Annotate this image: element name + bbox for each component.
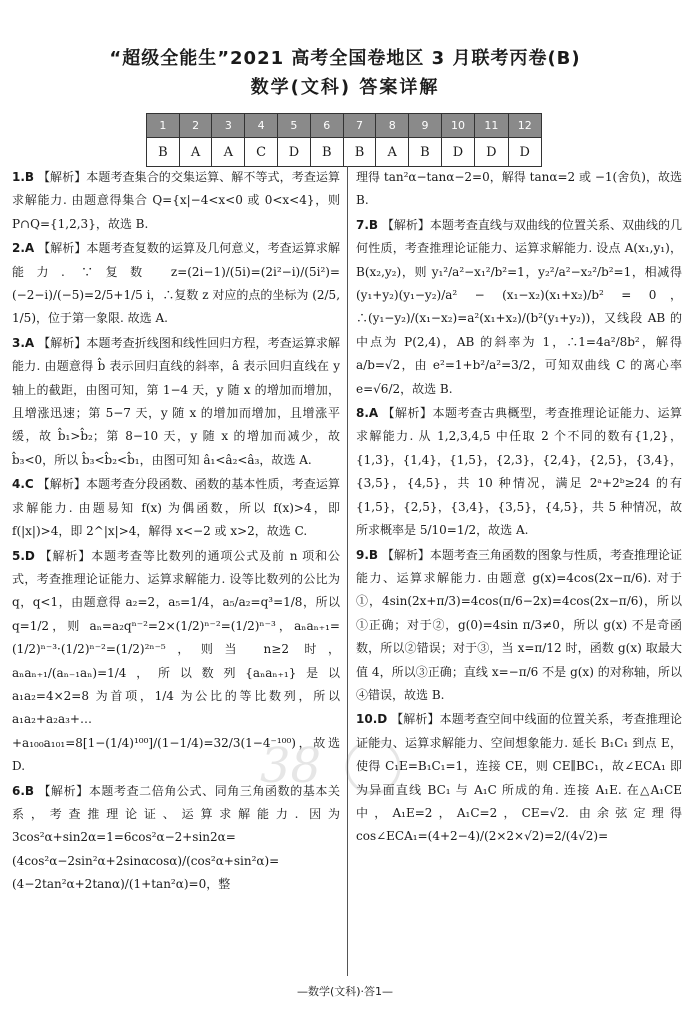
solution-text: 【解析】本题考查三角函数的图象与性质，考查推理论证能力、运算求解能力. 由题意 g(x)=4cos(2x−π/6). 对于①，4sin(2x+π/3)=4cos(π/6−2x)=4cos(2x−π/6)，所以①正确；对于②，g(0)=4sin π/3≠0，所以 g(x) 不是奇函数，所以②错误；对于③，当 x=π/12 时，函数 g(x) 取最大值 4，所以③正确；直线 x=−π/6 不是 g(x) 的对称轴，所以④错误，故选 B. xyxy=(356,547,682,702)
question-number: 5.D xyxy=(12,548,35,563)
answer-letter-cell: A xyxy=(376,138,409,167)
answer-letter-cell: A xyxy=(212,138,245,167)
solution-text: 【解析】本题考查集合的交集运算、解不等式，考查运算求解能力. 由题意得集合 Q={x|−4<x<0 或 0<x<4}，则 P∩Q={1,2,3}，故选 B. xyxy=(12,170,340,231)
answer-letter-cell: B xyxy=(409,138,442,167)
answer-number-cell: 5 xyxy=(277,114,310,138)
answer-table-numbers xyxy=(147,114,542,138)
answer-number-cell: 2 xyxy=(179,114,212,138)
answer-number-cell: 3 xyxy=(212,114,245,138)
answer-letter-cell: B xyxy=(147,138,180,167)
page-footer: —数学(文科)·答1— xyxy=(296,985,394,998)
answer-letter-cell: B xyxy=(343,138,376,167)
solution-item xyxy=(12,332,340,472)
solution-item xyxy=(356,544,682,708)
question-number: 9.B xyxy=(356,547,379,562)
watermark-logo xyxy=(255,732,405,802)
svg-text:38: 38 xyxy=(260,738,322,794)
answer-number-cell: 7 xyxy=(343,114,376,138)
question-number: 2.A xyxy=(12,241,35,256)
answer-number-cell: 1 xyxy=(147,114,180,138)
question-number: 8.A xyxy=(356,406,379,421)
solution-text: 【解析】本题考查折线图和线性回归方程，考查运算求解能力. 由题意得 b̂ 表示回归直线的斜率，â 表示回归直线在 y 轴上的截距，由图可知，第 1−4 天，y 随 x 的增加而增加，且增涨迅速；第 5−7 天，y 随 x 的增加而增加，且增涨平缓，故 b̂₁>b̂₂；第 8−10 天，y 随 x 的增加而减少，故 b̂₃<0，所以 b̂₃<b̂₂<b̂₁，由图可知 â₁<â₂<â₃，故选 A. xyxy=(12,335,340,467)
question-number: 7.B xyxy=(356,217,379,232)
answer-letter-cell: D xyxy=(508,138,541,167)
solution-text: 理得 tan²α−tanα−2=0，解得 tanα=2 或 −1(舍负)，故选 B. xyxy=(356,170,682,208)
answer-letter-cell: A xyxy=(179,138,212,167)
answer-number-cell: 4 xyxy=(245,114,278,138)
answer-table-answers xyxy=(147,138,542,167)
solution-item xyxy=(356,214,682,401)
question-number: 10.D xyxy=(356,712,388,727)
solution-text: 【解析】本题考查二倍角公式、同角三角函数的基本关系，考查推理论证、运算求解能力. 因为 3cos²α+sin2α=1=6cos²α−2+sin2α=(4cos²α−2sin²α+2sinαcosα)/(cos²α+sin²α)=(4−2tan²α+2tanα)/(1+tan²α)=0，整 xyxy=(12,783,340,892)
solution-text: 【解析】本题考查等比数列的通项公式及前 n 项和公式，考查推理论证能力、运算求解能力. 设等比数列的公比为 q，q<1，由题意得 a₂=2，a₅=1/4，a₅/a₂=q³=1/8，所以 q=1/2，则 aₙ=a₂qⁿ⁻²=2×(1/2)ⁿ⁻²=(1/2)ⁿ⁻³，aₙaₙ₊₁=(1/2)ⁿ⁻³·(1/2)ⁿ⁻²=(1/2)²ⁿ⁻⁵，则当 n≥2 时，aₙaₙ₊₁/(aₙ₋₁aₙ)=1/4，所以数列{aₙaₙ₊₁}是以 a₁a₂=4×2=8 为首项，1/4 为公比的等比数列，所以 a₁a₂+a₂a₃+…+a₁₀₀a₁₀₁=8[1−(1/4)¹⁰⁰]/(1−1/4)=32/3(1−4⁻¹⁰⁰)，故选 D. xyxy=(12,548,340,774)
solution-text: 【解析】本题考查空间中线面的位置关系，考查推理论证能力、运算求解能力、空间想象能力. 延长 B₁C₁ 到点 E，使得 C₁E=B₁C₁=1，连接 CE，则 CE∥BC₁，故∠ECA₁ 即为异面直线 BC₁ 与 A₁C 所成的角. 连接 A₁E. 在△A₁CE 中，A₁E=2，A₁C=2，CE=√2. 由余弦定理得 cos∠ECA₁=(4+2−4)/(2×2×√2)=2/(4√2)= xyxy=(356,712,682,844)
question-number: 1.B xyxy=(12,170,35,184)
answer-table xyxy=(146,113,542,167)
solution-item xyxy=(12,473,340,543)
answer-number-cell: 9 xyxy=(409,114,442,138)
answer-number-cell: 10 xyxy=(441,114,474,138)
question-number: 4.C xyxy=(12,477,34,492)
solution-item xyxy=(12,237,340,331)
answer-number-cell: 11 xyxy=(475,114,508,138)
column-divider xyxy=(347,166,348,976)
answer-number-cell: 8 xyxy=(376,114,409,138)
question-number: 6.B xyxy=(12,783,35,798)
question-number: 3.A xyxy=(12,335,35,350)
answer-number-cell: 12 xyxy=(508,114,541,138)
answer-letter-cell: D xyxy=(277,138,310,167)
solution-item xyxy=(12,166,340,236)
solution-text: 【解析】本题考查直线与双曲线的位置关系、双曲线的几何性质，考查推理论证能力、运算求解能力. 设点 A(x₁,y₁)，B(x₂,y₂)，则 y₁²/a²−x₁²/b²=1，y₂²/a²−x₂²/b²=1，相减得 (y₁+y₂)(y₁−y₂)/a² − (x₁−x₂)(x₁+x₂)/b² = 0，∴(y₁−y₂)/(x₁−x₂)=a²(x₁+x₂)/(b²(y₁+y₂))，又线段 AB 的中点为 P(2,4)，AB 的斜率为 1，∴1=4a²/8b²，解得 a/b=√2，由 e²=1+b²/a²=3/2，可知双曲线 C 的离心率 e=√6/2，故选 B. xyxy=(356,217,682,396)
page-subtitle: 数学(文科) 答案详解 xyxy=(250,77,440,98)
answer-letter-cell: B xyxy=(310,138,343,167)
solution-item xyxy=(356,402,682,542)
answer-letter-cell: C xyxy=(245,138,278,167)
solution-text: 【解析】本题考查分段函数、函数的基本性质，考查运算求解能力. 由题易知 f(x) 为偶函数，所以 f(x)>4，即 f(|x|)>4，即 2^|x|>4，解得 x<−2 或 x>2，故选 C. xyxy=(12,477,340,539)
answer-letter-cell: D xyxy=(475,138,508,167)
solution-text: 【解析】本题考查复数的运算及几何意义，考查运算求解能力. ∵复数 z=(2i−1)/(5i)=(2i²−i)/(5i²)=(−2−i)/(−5)=2/5+1/5 i，∴复数 z 对应的点的坐标为 (2/5, 1/5)，位于第一象限. 故选 A. xyxy=(12,241,341,326)
solution-text: 【解析】本题考查古典概型，考查推理论证能力、运算求解能力. 从 1,2,3,4,5 中任取 2 个不同的数有{1,2}，{1,3}，{1,4}，{1,5}，{2,3}，{2,4}，{2,5}，{3,4}，{3,5}，{4,5}，共 10 种情况，满足 2ᵃ+2ᵇ≥24 的有{1,5}，{2,5}，{3,4}，{3,5}，{4,5}，共 5 种情况，故所求概率是 5/10=1/2，故选 A. xyxy=(356,406,682,538)
answer-number-cell: 6 xyxy=(310,114,343,138)
page-title: “超级全能生”2021 高考全国卷地区 3 月联考丙卷(B) xyxy=(109,48,581,69)
solution-item xyxy=(356,166,682,213)
answer-letter-cell: D xyxy=(441,138,474,167)
